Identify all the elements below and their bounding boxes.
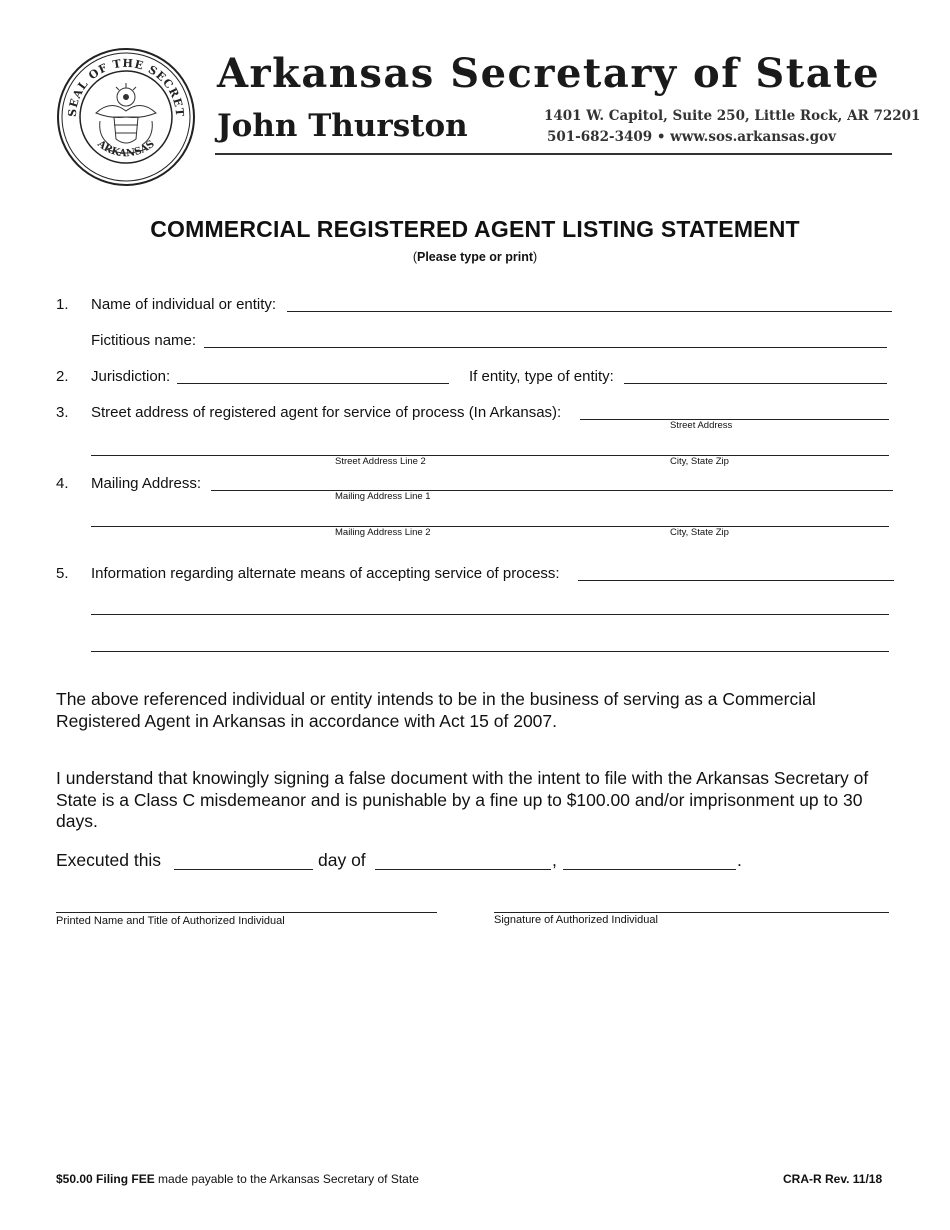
executed-day-of: day of (318, 850, 366, 870)
signature-caption: Signature of Authorized Individual (494, 914, 658, 926)
subtitle-close: ) (533, 250, 538, 264)
mailing-line2-caption: Mailing Address Line 2 (335, 527, 431, 538)
agency-address: 1401 W. Capitol, Suite 250, Little Rock, AR 72201 (544, 108, 921, 124)
official-name: John Thurston (217, 108, 468, 144)
header-divider (215, 153, 892, 155)
state-seal (56, 47, 196, 187)
executed-comma: , (552, 850, 557, 870)
street-address-label: Street address of registered agent for service of process (In Arkansas): (91, 404, 562, 421)
alternate-service-label: Information regarding alternate means of accepting service of process: (91, 565, 560, 582)
street-line2-caption: Street Address Line 2 (335, 456, 426, 467)
printed-name-input-line[interactable] (56, 912, 437, 913)
agency-name: Arkansas Secretary of State (217, 50, 881, 97)
street-city-state-zip-caption: City, State Zip (670, 456, 729, 467)
mailing-line1-caption: Mailing Address Line 1 (335, 491, 431, 502)
entity-type-label: If entity, type of entity: (469, 368, 614, 385)
jurisdiction-input-line[interactable] (177, 383, 449, 384)
form-revision-id: CRA-R Rev. 11/18 (783, 1172, 883, 1186)
svg-text:SEAL OF THE SECRETARY OF STATE (56, 47, 186, 118)
mailing-address-line2-input[interactable] (91, 526, 889, 527)
alternate-service-input-line[interactable] (578, 580, 894, 581)
item-number-3: 3. (56, 404, 69, 421)
executed-year-input[interactable] (563, 869, 736, 870)
executed-month-input[interactable] (375, 869, 551, 870)
fictitious-name-input-line[interactable] (204, 347, 887, 348)
agency-contact: 501-682-3409 • www.sos.arkansas.gov (547, 129, 836, 145)
street-address-input-line[interactable] (580, 419, 889, 420)
street-address-caption: Street Address (670, 420, 733, 431)
executed-prefix: Executed this (56, 850, 162, 870)
business-intent-statement: The above referenced individual or entity intends to be in the business of serving as a Commercial Registered Agent in Arkansas in accordance with Act 15 of 2007. (56, 689, 816, 731)
entity-type-input-line[interactable] (624, 383, 887, 384)
name-label: Name of individual or entity: (91, 296, 277, 313)
name-input-line[interactable] (287, 311, 892, 312)
mailing-city-state-zip-caption: City, State Zip (670, 527, 729, 538)
false-document-warning: I understand that knowingly signing a false document with the intent to file with the Arkansas Secretary of State is a Class C misdemeanor and is punishable by a fine up to $100.00 and/or imprisonment up to 30 days. (56, 768, 869, 831)
alternate-service-line2-input[interactable] (91, 614, 889, 615)
item-number-1: 1. (56, 296, 69, 313)
street-address-line2-input[interactable] (91, 455, 889, 456)
filing-fee-note (56, 1172, 419, 1186)
seal-outer-text: SEAL OF THE SECRET (65, 56, 187, 118)
filing-fee-payee: made payable to the Arkansas Secretary of State (158, 1172, 419, 1186)
seal-bottom-text: ARKANSAS (95, 138, 157, 160)
form-title: COMMERCIAL REGISTERED AGENT LISTING STATEMENT (150, 216, 800, 242)
executed-day-input[interactable] (174, 869, 313, 870)
mailing-address-input-line[interactable] (211, 490, 893, 491)
item-number-5: 5. (56, 565, 69, 582)
fictitious-name-label: Fictitious name: (91, 332, 197, 349)
subtitle-open: ( (412, 250, 417, 264)
subtitle-instruction: Please type or print (416, 250, 533, 264)
form-subtitle (0, 250, 950, 264)
filing-fee-amount: $50.00 Filing FEE (56, 1172, 155, 1186)
printed-name-caption: Printed Name and Title of Authorized Individual (56, 915, 285, 927)
mailing-address-label: Mailing Address: (91, 475, 202, 492)
alternate-service-line3-input[interactable] (91, 651, 889, 652)
signature-input-line[interactable] (494, 912, 889, 913)
item-number-2: 2. (56, 368, 69, 385)
jurisdiction-label: Jurisdiction: (91, 368, 171, 385)
svg-text:ARKANSAS (94, 138, 156, 159)
item-number-4: 4. (56, 475, 69, 492)
executed-period: . (737, 850, 742, 870)
agency-address-block (544, 106, 920, 148)
